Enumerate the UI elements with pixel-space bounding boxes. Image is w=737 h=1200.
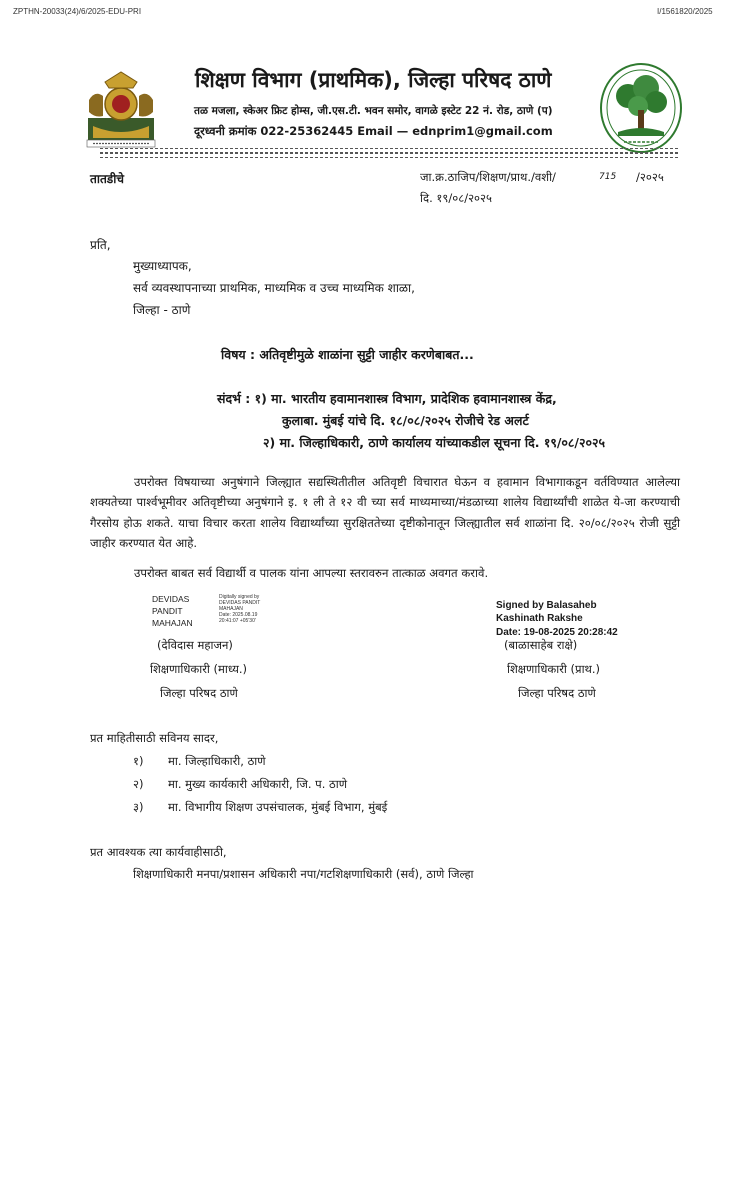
copy-info-item-3: मा. विभागीय शिक्षण उपसंचालक, मुंबई विभाग, मुंबई <box>168 800 388 814</box>
copy-action-heading: प्रत आवश्यक त्या कार्यवाहीसाठी, <box>90 845 227 859</box>
signer-right-office: जिल्हा परिषद ठाणे <box>518 686 596 700</box>
to-line-2: सर्व व्यवस्थापनाच्या प्राथमिक, माध्यमिक व उच्च माध्यमिक शाळा, <box>133 281 415 295</box>
digital-sign-1: Digitally signed by <box>219 594 260 600</box>
reference-1a: संदर्भ : १) मा. भारतीय हवामानशास्त्र विभाग, प्रादेशिक हवामानशास्त्र केंद्र, <box>217 391 557 406</box>
body-paragraph-2: उपरोक्त बाबत सर्व विद्यार्थी व पालक यांना आपल्या स्तरावरुन तात्काळ अवगत करावे. <box>134 566 489 580</box>
copy-info-num-2: २) <box>133 777 144 791</box>
file-reference: ZPTHN-20033(24)/6/2025-EDU-PRI <box>13 7 142 16</box>
ref-number: जा.क्र.ठाजिप/शिक्षण/प्राथ./वशी/ <box>420 170 556 184</box>
to-label: प्रति, <box>90 238 111 252</box>
body-paragraph-1: उपरोक्त विषयाच्या अनुषंगाने जिल्ह्यात सद्यस्थितीतील अतिवृष्टी विचारात घेऊन व हवामान विभागाकडून वर्तविण्यात आलेल्या शक्यतेच्या पार्श्वभूमीवर अतिवृष्टीच्या अनुषंगाने इ. १ ली ते १२ वी च्या सर्व माध्यमाच्या/मंडळाच्या शालेय विद्यार्थ्यांची शाळेत ये-जा करण्याची गैरसोय होऊ शकते. याचा विचार करता शालेय विद्यार्थ्यांच्या सुरक्षिततेच्या दृष्टीकोनातून जिल्ह्यातील सर्व शाळांना दि. २०/०८/२०२५ रोजी सुट्टी जाहीर करण्यात येत आहे. <box>90 475 680 550</box>
ref-year: /२०२५ <box>636 170 664 184</box>
signer-left-en-1: DEVIDAS <box>152 594 190 604</box>
copy-action-text: शिक्षणाधिकारी मनपा/प्रशासन अधिकारी नपा/गटशिक्षणाधिकारी (सर्व), ठाणे जिल्हा <box>133 867 474 881</box>
signer-left-name: (देविदास महाजन) <box>157 638 233 652</box>
signer-left-en-2: PANDIT <box>152 606 183 616</box>
copy-info-num-3: ३) <box>133 800 144 814</box>
digital-sign-3: MAHAJAN <box>219 606 243 612</box>
signer-left-designation: शिक्षणाधिकारी (माध्य.) <box>150 662 248 676</box>
copy-info-item-2: मा. मुख्य कार्यकारी अधिकारी, जि. प. ठाणे <box>168 777 348 791</box>
to-line-1: मुख्याध्यापक, <box>133 259 192 273</box>
maharashtra-emblem-icon <box>85 68 157 150</box>
signer-left-en-3: MAHAJAN <box>152 618 193 628</box>
signer-left-office: जिल्हा परिषद ठाणे <box>160 686 238 700</box>
signed-by-3: Date: 19-08-2025 20:28:42 <box>496 627 618 638</box>
copy-info-item-1: मा. जिल्हाधिकारी, ठाणे <box>168 754 266 768</box>
copy-info-heading: प्रत माहितीसाठी सविनय सादर, <box>90 731 219 745</box>
reference-2: २) मा. जिल्हाधिकारी, ठाणे कार्यालय यांच्याकडील सूचना दि. १९/०८/२०२५ <box>263 435 605 450</box>
copy-info-num-1: १) <box>133 754 144 768</box>
digital-sign-4: Date: 2025.08.19 <box>219 612 258 618</box>
reference-1b: कुलाबा. मुंबई यांचे दि. १८/०८/२०२५ रोजीचे रेड अलर्ट <box>282 413 529 428</box>
zp-tree-logo-icon <box>598 62 684 154</box>
signer-right-designation: शिक्षणाधिकारी (प्राथ.) <box>507 662 601 676</box>
signed-by-1: Signed by Balasaheb <box>496 600 597 611</box>
signer-right-name: (बाळासाहेब राक्षे) <box>504 638 578 652</box>
digital-sign-5: 20:41:07 +05'30' <box>219 618 256 624</box>
office-address: तळ मजला, स्केअर फ्रिट होम्स, जी.एस.टी. भवन समोर, वागळे इस्टेट 22 नं. रोड, ठाणे (प) <box>194 105 553 117</box>
digital-sign-2: DEVIDAS PANDIT <box>219 600 261 606</box>
ref-serial: 715 <box>599 172 617 182</box>
subject-line: विषय : अतिवृष्टीमुळे शाळांना सुट्टी जाहीर करणेबाबत... <box>221 347 474 362</box>
letter-date: दि. १९/०८/२०२५ <box>420 191 492 205</box>
header-rule-2 <box>100 153 678 158</box>
office-contact: दूरध्वनी क्रमांक 022-25362445 Email — ednprim1@gmail.com <box>194 124 553 138</box>
inward-reference: I/1561820/2025 <box>657 7 713 16</box>
office-title: शिक्षण विभाग (प्राथमिक), जिल्हा परिषद ठाणे <box>195 68 552 92</box>
to-line-3: जिल्हा - ठाणे <box>133 303 191 317</box>
urgency-label: तातडीचे <box>90 172 124 186</box>
signed-by-2: Kashinath Rakshe <box>496 613 583 624</box>
